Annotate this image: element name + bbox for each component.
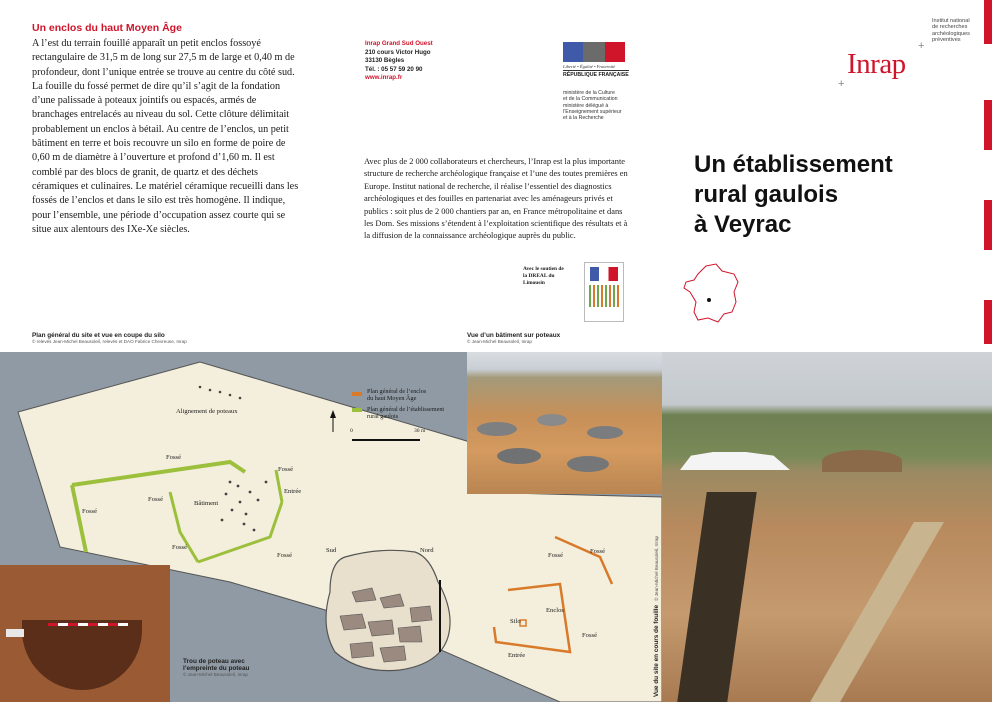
contact-phone: Tél. : 05 57 59 20 90	[365, 65, 423, 73]
france-map-icon	[680, 262, 744, 326]
post-hole-photo	[0, 565, 170, 702]
legend-item-gaulish	[367, 406, 444, 420]
site-caption-title: Vue du site en cours de fouille	[653, 604, 660, 697]
building-photo	[467, 352, 662, 494]
title-line: Un établissement	[694, 151, 893, 178]
contact-address-1: 210 cours Victor Hugo	[365, 48, 431, 56]
label-entree: Entrée	[508, 652, 526, 659]
republique-francaise-logo	[563, 42, 629, 78]
inrap-tagline-line: Institut national	[932, 18, 970, 24]
edge-mark	[984, 0, 992, 44]
scale-start: 0	[350, 428, 353, 434]
legend-text: Plan général de l’enclos	[367, 388, 427, 395]
plan-caption-title: Plan général du site et vue en coupe du silo	[32, 332, 165, 339]
republic-motto: Liberté • Égalité • Fraternité	[563, 64, 616, 69]
page-title	[694, 150, 964, 240]
section-body: A l’est du terrain fouillé apparaît un petit enclos fossoyé rectangulaire de 31,5 m de long sur 27,5 m de large et 0,40 m de profondeur, dont l’unique entrée se trouve au centre du côté sud. La fouille du fossé permet de dire qu’il s’agit de la fondation d’une palissade à poteaux jointifs ou espacés, armés de branchages entrelacés au niveau du sol. Cette clôture délimitait probablement un enclos à bétail. Au centre de l’enclos, un petit bâtiment en terre et bois recouvre un silo en forme de poire de 0,60 m de diamètre à l’ouverture et profond d’1,60 m. Il est comblé par des blocs de granit, de quartz et des déchets céramiques et culinaires. Le matériel céramique recueilli dans les fossés de l’enclos et dans le silo est très homogène. Il indique, pour l’ensemble, une période d’occupation assez courte qui se situe aux alentours des IXe-Xe siècles.	[32, 38, 299, 235]
inrap-logo: Inrap	[847, 48, 906, 80]
ministry-line: et de la Communication	[563, 96, 618, 103]
section-heading: Un enclos du haut Moyen Âge	[32, 22, 182, 34]
label-fosse: Fossé	[278, 466, 294, 473]
label-silo: Silo	[510, 618, 521, 625]
plan-caption	[32, 332, 452, 344]
plan-caption-credit: © relevés Jean-Michel Beausoleil, relevés et DAO Fabrice Chevreuse, Inrap	[32, 339, 187, 344]
label-fosse: Fossé	[82, 508, 98, 515]
flag-icon	[590, 267, 618, 281]
legend-text: rural gaulois	[367, 413, 399, 420]
dreal-logo	[584, 262, 624, 322]
scale-end: 30 m	[414, 428, 426, 434]
edge-mark	[984, 300, 992, 344]
site-caption	[645, 397, 663, 697]
hole-caption-credit: © Jean-Michel Beausoleil, Inrap	[183, 672, 248, 677]
about-inrap-text: Avec plus de 2 000 collaborateurs et chercheurs, l’Inrap est la plus importante structure de recherche archéologique française et l’une des toutes premières en Europe. Institut national de recherche, il réalise l’essentiel des diagnostics archéologiques et des fouilles en partenariat avec les aménageurs privés et publics : soit plus de 2 000 chantiers par an, en France métropolitaine et dans les Dom. Ses missions s’étendent à l’exploitation scientifique des résultats et à la diffusion de la connaissance archéologique auprès du public.	[364, 157, 628, 241]
ministry-line: l’Enseignement supérieur	[563, 108, 622, 115]
label-fosse: Fossé	[590, 548, 606, 555]
support-line: Avec le soutien de	[523, 266, 564, 272]
label-entree: Entrée	[284, 488, 302, 495]
building-caption	[467, 332, 657, 344]
excavation-site-photo	[662, 352, 992, 702]
label-fosse: Fossé	[277, 552, 293, 559]
building-caption-credit: © Jean-Michel Beausoleil, Inrap	[467, 339, 532, 344]
contact-block	[365, 40, 495, 83]
republic-name: RÉPUBLIQUE FRANÇAISE	[563, 72, 629, 78]
title-line: rural gaulois	[694, 181, 839, 208]
scale-marker-icon	[6, 629, 24, 637]
support-line: la DREAL du	[523, 273, 555, 280]
label-fosse: Fossé	[166, 454, 182, 461]
site-caption-credit: © Jean-Michel Beausoleil, Inrap	[654, 535, 659, 601]
label-fosse: Fossé	[172, 544, 188, 551]
building-caption-title: Vue d’un bâtiment sur poteaux	[467, 332, 561, 339]
contact-address-2: 33130 Bègles	[365, 57, 405, 65]
ministry-line: ministère délégué à	[563, 102, 609, 109]
contact-org: Inrap Grand Sud Ouest	[365, 40, 433, 47]
legend-text: Plan général de l’établissement	[367, 406, 445, 413]
legend-text: du haut Moyen Âge	[367, 395, 417, 402]
hole-caption-title: Trou de poteau avec l’empreinte du poteau	[183, 658, 250, 672]
support-line: Limousin	[523, 280, 545, 287]
label-sud: Sud	[326, 547, 337, 554]
ministry-block	[563, 90, 653, 121]
ministry-line: et à la Recherche	[563, 115, 604, 122]
inrap-tagline-line: de recherches	[932, 24, 968, 31]
inrap-tagline-line: préventives	[932, 37, 961, 44]
dreal-stripes-icon	[589, 285, 619, 307]
label-fosse: Fossé	[548, 552, 564, 559]
support-block	[523, 266, 579, 288]
label-nord: Nord	[420, 547, 434, 554]
ministry-line: ministère de la Culture	[563, 90, 615, 96]
label-enclos: Enclos	[546, 607, 564, 614]
intro-column	[32, 22, 302, 237]
inrap-tagline-line: archéologiques	[932, 30, 970, 37]
label-fosse: Fossé	[148, 496, 164, 503]
cross-mark-icon: +	[918, 40, 925, 52]
label-fosse: Fossé	[582, 632, 598, 639]
inrap-tagline	[932, 18, 990, 44]
marianne-logo-icon	[563, 42, 625, 62]
contact-website-link[interactable]: www.inrap.fr	[365, 74, 403, 82]
measuring-rod-icon	[48, 623, 128, 626]
hole-caption	[183, 658, 263, 677]
edge-mark	[984, 200, 992, 250]
title-line: à Veyrac	[694, 211, 792, 238]
edge-mark	[984, 100, 992, 150]
label-alignment: Alignement de poteaux	[176, 408, 238, 415]
legend-item-medieval	[367, 388, 426, 402]
site-location-marker	[707, 298, 711, 302]
label-batiment: Bâtiment	[194, 500, 219, 507]
cross-mark-icon: +	[838, 78, 845, 90]
